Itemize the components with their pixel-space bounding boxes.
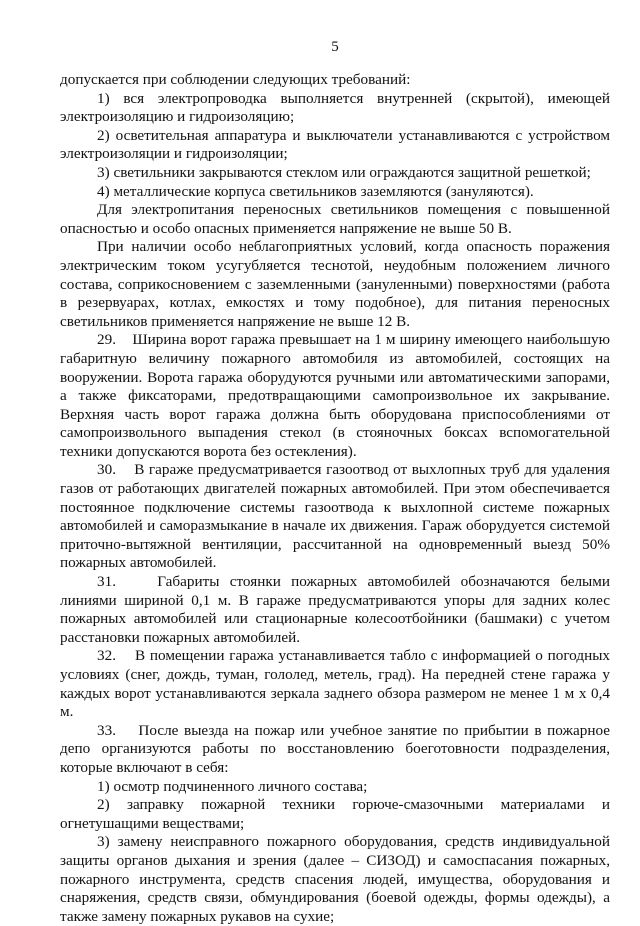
paragraph: 3) замену неисправного пожарного оборудования, средств индивидуальной защиты органов дыхания и зрения (далее – СИЗОД) и самоспасания пожарных, пожарного инструмента, средств спасения людей, имущества, оборудования и снаряжения, средств связи, обмундирования (боевой одежды, формы одежды), а также замену пожарных рукавов на сухие; (60, 833, 610, 925)
document-body (60, 71, 610, 926)
paragraph: 2) заправку пожарной техники горюче-смазочными материалами и огнетушащими веществами; (60, 796, 610, 832)
paragraph: 2) осветительная аппаратура и выключатели устанавливаются с устройством электроизоляции и гидроизоляции; (60, 126, 610, 163)
paragraph: 4) металлические корпуса светильников заземляются (зануляются). (97, 182, 534, 200)
paragraph: 33. После выезда на пожар или учебное занятие по прибытии в пожарное депо организуются работы по восстановлению боеготовности подразделения, которые включают в себя: (60, 721, 610, 776)
paragraph: 32. В помещении гаража устанавливается табло с информацией о погодных условиях (снег, дождь, туман, гололед, метель, град). На передней стене гаража у каждых ворот устанавливаются зеркала заднего обзора размером не менее 1 м х 0,4 м. (60, 647, 610, 721)
paragraph: 29. Ширина ворот гаража превышает на 1 м ширину имеющего наибольшую габаритную величину пожарного автомобиля из автомобилей, состоящих на вооружении. Ворота гаража оборудуются ручными или автоматическими запорами, а также фиксаторами, предотвращающими самопроизвольное их закрывание. Верхняя часть ворот гаража должна быть оборудована приспособлениями от самопроизвольного выпадения стекол (в стояночных боксах вспомогательной техники допускаются ворота без остекления). (60, 331, 610, 460)
paragraph: 3) светильники закрываются стеклом или ограждаются защитной решеткой; (97, 163, 591, 181)
page-number: 5 (331, 39, 339, 55)
paragraph: допускается при соблюдении следующих требований: (60, 71, 411, 88)
paragraph: Для электропитания переносных светильников помещения с повышенной опасностью и особо опасных применяется напряжение не выше 50 В. (60, 201, 610, 237)
paragraph: При наличии особо неблагоприятных условий, когда опасность поражения электрическим током усугубляется теснотой, неудобным положением личного состава, соприкосновением с заземленными (зануленными) поверхностями (работа в резервуарах, котлах, емкостях и тому подобное), для питания переносных светильников применяется напряжение не выше 12 В. (60, 238, 610, 330)
paragraph: 1) осмотр подчиненного личного состава; (97, 777, 368, 795)
paragraph: 30. В гараже предусматривается газоотвод от выхлопных труб для удаления газов от работающих двигателей пожарных автомобилей. При этом обеспечивается постоянное подключение системы газоотвода к выхлопной системе пожарных автомобилей и саморазмыкание в начале их движения. Гараж оборудуется системой приточно-вытяжной вентиляции, рассчитанной на одновременный выезд 50% пожарных автомобилей. (60, 461, 610, 572)
paragraph: 1) вся электропроводка выполняется внутренней (скрытой), имеющей электроизоляцию и гидроизоляцию; (60, 89, 610, 126)
paragraph: 31. Габариты стоянки пожарных автомобилей обозначаются белыми линиями шириной 0,1 м. В гараже предусматриваются упоры для задних колес пожарных автомобилей или стационарные колесоотбойники (башмаки) с учетом расстановки пожарных автомобилей. (60, 573, 610, 646)
